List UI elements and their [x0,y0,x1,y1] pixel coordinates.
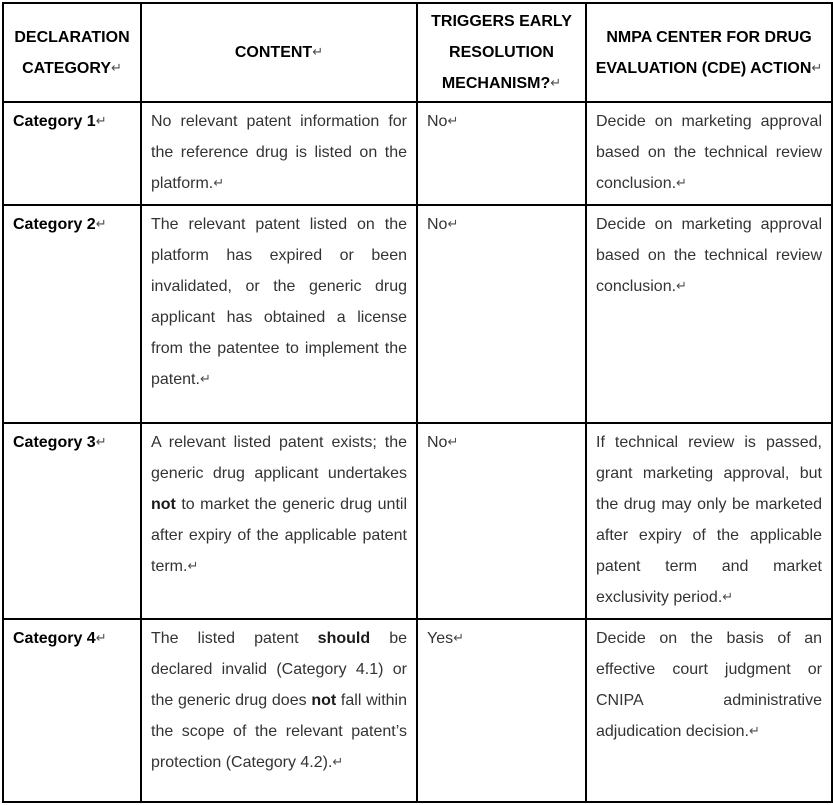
category-label: Category 1 [13,113,96,130]
header-label: DECLARATION CATEGORY [14,28,130,77]
paragraph-mark-icon: ↵ [447,217,459,232]
triggers-value: Yes [427,630,454,647]
bold-text-run: should [317,630,371,647]
cell-content [141,102,417,205]
header-label: TRIGGERS EARLY RESOLUTION MECHANISM? [431,13,572,92]
cell-category-1 [3,102,141,205]
table-row [3,619,832,802]
paragraph-mark-icon: ↵ [676,176,687,191]
cell-cde-action [586,619,832,802]
paragraph-mark-icon: ↵ [550,76,562,91]
paragraph-mark-icon: ↵ [187,559,199,574]
cell-content [141,423,417,619]
paragraph-mark-icon: ↵ [213,176,225,191]
paragraph-mark-icon: ↵ [312,45,324,60]
header-content [141,3,417,102]
cell-triggers [417,102,586,205]
table-row [3,102,832,205]
paragraph-mark-icon: ↵ [676,279,687,294]
paragraph-mark-icon: ↵ [811,60,823,76]
triggers-value: No [427,434,448,451]
category-label: Category 2 [13,216,96,233]
paragraph-mark-icon: ↵ [95,217,107,232]
text-run: fall within the scope of the relevant patent’s protection (Category 4.2). [151,692,408,771]
bold-text-run: not [151,496,176,513]
paragraph-mark-icon: ↵ [722,590,734,605]
cell-content [141,619,417,802]
header-triggers-early-resolution [417,3,586,102]
cell-content [141,205,417,423]
paragraph-mark-icon: ↵ [110,60,122,76]
paragraph-mark-icon: ↵ [447,114,459,129]
cell-cde-action [586,102,832,205]
header-label: CONTENT [234,44,313,61]
text-run: The listed patent [151,630,318,647]
cell-triggers [417,619,586,802]
paragraph-mark-icon: ↵ [95,631,107,646]
header-nmpa-cde-action [586,3,832,102]
category-label: Category 3 [13,434,96,451]
cell-category-3 [3,423,141,619]
paragraph-mark-icon: ↵ [749,724,760,739]
cell-triggers [417,205,586,423]
header-declaration-category [3,3,141,102]
paragraph-mark-icon: ↵ [95,114,107,129]
text-run: Decide on marketing approval based on the technical review conclusion. [596,216,822,295]
text-run: Decide on the basis of an effective court judgment or CNIPA administrative adjudication decision. [596,630,822,740]
cell-category-4 [3,619,141,802]
bold-text-run: not [311,692,337,709]
paragraph-mark-icon: ↵ [453,631,465,646]
triggers-value: No [427,113,448,130]
table-body [3,102,832,802]
paragraph-mark-icon: ↵ [332,755,344,770]
table-row [3,205,832,423]
cell-triggers [417,423,586,619]
text-run: The relevant patent listed on the platform has expired or been invalidated, or the generic drug applicant has obtained a license from the patentee to implement the patent. [151,216,407,388]
table-header [3,3,832,102]
cell-category-2 [3,205,141,423]
text-run: Decide on marketing approval based on the technical review conclusion. [596,113,822,192]
cell-cde-action [586,205,832,423]
cell-cde-action [586,423,832,619]
paragraph-mark-icon: ↵ [199,372,211,387]
header-label: NMPA CENTER FOR DRUG EVALUATION (CDE) ACTION [595,28,812,77]
text-run: A relevant listed patent exists; the generic drug applicant undertakes [151,434,407,482]
text-run: If technical review is passed, grant marketing approval, but the drug may only be marketed after expiry of the applicable patent term and market exclusivity period. [596,434,822,606]
text-run: to market the generic drug until after expiry of the applicable patent term. [151,496,407,575]
triggers-value: No [427,216,448,233]
paragraph-mark-icon: ↵ [447,435,459,450]
table-row [3,423,832,619]
text-run: No relevant patent information for the reference drug is listed on the platform. [151,113,407,192]
declaration-category-table [2,2,833,803]
paragraph-mark-icon: ↵ [95,435,107,450]
category-label: Category 4 [13,630,96,647]
text-run: be declared invalid (Category 4.1) or the generic drug does [151,630,407,709]
header-row [3,3,832,102]
